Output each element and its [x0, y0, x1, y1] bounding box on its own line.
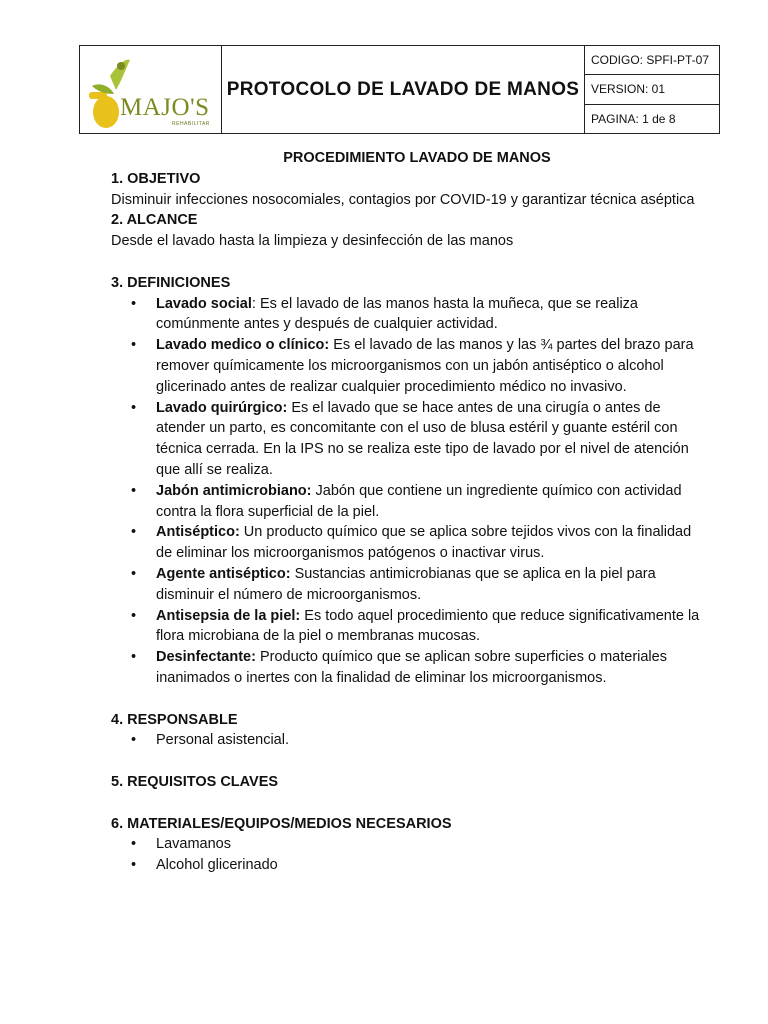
definition-term: Lavado quirúrgico:	[156, 399, 288, 416]
section-objetivo-text: Disminuir infecciones nosocomiales, contagios por COVID-19 y garantizar técnica aséptica	[111, 191, 695, 208]
definition-term: Desinfectante:	[156, 649, 256, 666]
document-code: CODIGO: SPFI-PT-07	[585, 46, 719, 75]
list-item: • Alcohol glicerinado	[111, 855, 711, 876]
section-responsable-heading: 4. RESPONSABLE	[111, 711, 238, 728]
document-header-table	[79, 45, 720, 134]
definitions-list	[111, 294, 711, 689]
definition-item	[111, 647, 711, 689]
section-materiales-heading: 6. MATERIALES/EQUIPOS/MEDIOS NECESARIOS	[111, 815, 452, 832]
definition-text: Es el lavado de las manos hasta la muñeca, que se realiza comúnmente antes y después de cualquier actividad.	[156, 295, 638, 333]
definition-term: Jabón antimicrobiano:	[156, 482, 312, 499]
definition-text: Jabón que contiene un ingrediente químico con actividad contra la flora superficial de la piel.	[156, 482, 682, 520]
logo-brand-text: MAJO'S	[120, 94, 210, 121]
definition-item	[111, 564, 711, 606]
protocol-title: PROTOCOLO DE LAVADO DE MANOS	[222, 46, 585, 133]
list-item: • Personal asistencial.	[111, 730, 711, 751]
document-page: PAGINA: 1 de 8	[591, 111, 676, 126]
section-definiciones-heading: 3. DEFINICIONES	[111, 274, 231, 291]
list-item: • Lavamanos	[111, 834, 711, 855]
section-requisitos-heading: 5. REQUISITOS CLAVES	[111, 773, 279, 790]
materiales-list	[111, 834, 711, 876]
definition-term: Antiséptico:	[156, 524, 240, 541]
logo-tagline: REHABILITAR	[172, 121, 210, 127]
definition-text: Es el lavado que se hace antes de una cirugía o antes de atender un parto, es concomitante con el uso de blusa estéril y guante estéril con técnica cerrada. En la IPS no se realiza este tipo de lavado por el nivel de atención que allí se realiza.	[156, 399, 689, 478]
definition-item	[111, 481, 711, 523]
logo-cell	[80, 46, 222, 133]
section-objetivo-heading: 1. OBJETIVO	[111, 170, 201, 187]
definition-item	[111, 606, 711, 648]
section-alcance-heading: 2. ALCANCE	[111, 212, 198, 229]
definition-term: Antisepsia de la piel:	[156, 607, 301, 624]
definition-term: Agente antiséptico:	[156, 565, 291, 582]
definition-term: Lavado social	[156, 295, 252, 312]
definition-text: Es el lavado de las manos y las ¾ partes del brazo para remover químicamente los microorganismos con un jabón antiséptico o alcohol glicerinado antes de realizar cualquier procedimiento médico no invasivo.	[156, 337, 694, 395]
definition-separator: :	[251, 295, 256, 312]
procedure-title: PROCEDIMIENTO LAVADO DE MANOS	[283, 150, 551, 166]
definition-term: Lavado medico o clínico:	[156, 337, 330, 354]
responsable-list	[111, 730, 711, 751]
definition-item	[111, 335, 711, 397]
section-alcance-text: Desde el lavado hasta la limpieza y desinfección de las manos	[111, 233, 514, 250]
definition-text: Es todo aquel procedimiento que reduce significativamente la flora microbiana de la piel o membranas mucosas.	[156, 607, 700, 645]
definition-item	[111, 522, 711, 564]
definition-text: Un producto químico que se aplica sobre tejidos vivos con la finalidad de eliminar los microorganismos patógenos o inactivar virus.	[156, 524, 692, 562]
definition-item	[111, 294, 711, 336]
definition-text: Producto químico que se aplican sobre superficies o materiales inanimados o inertes con la finalidad de eliminar los microorganismos.	[156, 649, 667, 686]
document-body	[111, 148, 711, 876]
definition-text: Sustancias antimicrobianas que se aplica en la piel para disminuir el número de microorganismos.	[156, 565, 656, 603]
document-version: VERSION: 01	[585, 75, 719, 104]
document-meta	[585, 46, 719, 133]
definition-item	[111, 398, 711, 481]
